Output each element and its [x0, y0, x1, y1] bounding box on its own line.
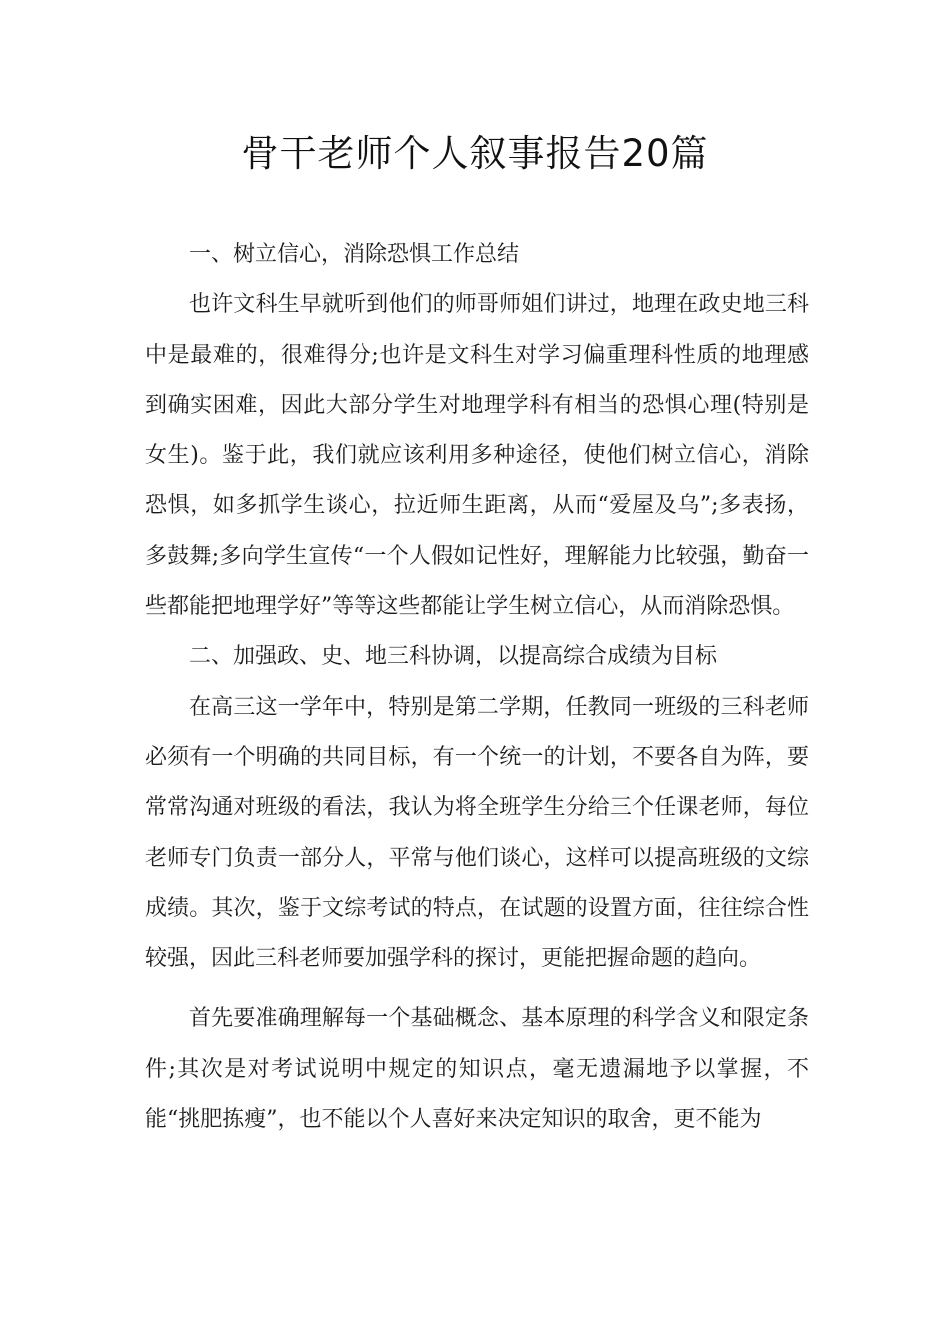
section-heading-2: 二、加强政、史、地三科协调，以提高综合成绩为目标 — [189, 644, 718, 670]
section-heading-1: 一、树立信心，消除恐惧工作总结 — [189, 242, 520, 267]
section-paragraph-1: 也许文科生早就听到他们的师哥师姐们讲过，地理在政史地三科中是最难的，很难得分;也许是文科生对学习偏重理科性质的地理感到确实困难，因此大部分学生对地理学科有相当的恐惧心理(特别是女生)。鉴于此，我们就应该利用多种途径，使他们树立信心，消除恐惧，如多抓学生谈心，拉近师生距离，从而“爱屋及乌”;多表扬，多鼓舞;多向学生宣传“一个人假如记性好，理解能力比较强，勤奋一些都能把地理学好”等等这些都能让学生树立信心，从而消除恐惧。 — [145, 292, 809, 620]
section-paragraph-2: 在高三这一学年中，特别是第二学期，任教同一班级的三科老师必须有一个明确的共同目标，有一个统一的计划，不要各自为阵，要常常沟通对班级的看法，我认为将全班学生分给三个任课老师，每位老师专门负责一部分人，平常与他们谈心，这样可以提高班级的文综成绩。其次，鉴于文综考试的特点，在试题的设置方面，往往综合性较强，因此三科老师要加强学科的探讨，更能把握命题的趋向。 — [145, 694, 809, 972]
document-body — [145, 230, 809, 1145]
final-paragraph: 首先要准确理解每一个基础概念、基本原理的科学含义和限定条件;其次是对考试说明中规定的知识点，毫无遗漏地予以掌握，不能“挑肥拣瘦”，也不能以个人喜好来决定知识的取舍，更不能为 — [145, 1006, 809, 1133]
paragraph-spacer — [145, 984, 809, 994]
document-title: 骨干老师个人叙事报告20篇 — [241, 132, 709, 175]
